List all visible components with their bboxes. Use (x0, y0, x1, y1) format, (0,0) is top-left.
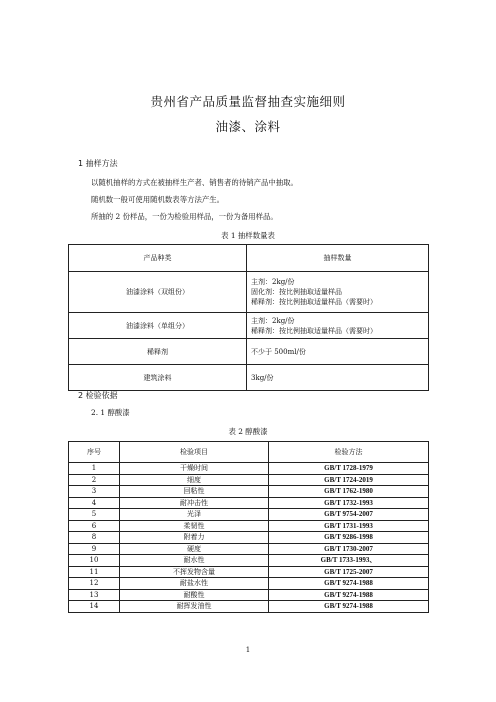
paragraph: 随机数一般可使用随机数表等方法产生。 (91, 195, 225, 204)
test-method-cell: GB/T 9274-1988 (269, 601, 429, 613)
row-number-cell: 9 (69, 543, 120, 555)
test-item-cell: 耐挥发油性 (120, 601, 269, 613)
table-row (69, 555, 429, 567)
quantity-cell (247, 272, 429, 313)
test-item-cell: 干燥时间 (120, 463, 269, 475)
table2-caption: 表 2 醇酸漆 (228, 427, 268, 436)
test-item-cell: 回粘性 (120, 486, 269, 498)
quantity-cell: 不少于 500ml/份 (247, 339, 429, 365)
table-row (69, 520, 429, 532)
column-header: 序号 (69, 442, 120, 463)
test-method-cell: GB/T 9754-2007 (269, 509, 429, 521)
table-row (69, 497, 429, 509)
test-item-cell: 耐盐水性 (120, 578, 269, 590)
table1-caption: 表 1 抽样数量表 (221, 231, 275, 240)
table-row (69, 543, 429, 555)
row-number-cell: 13 (69, 589, 120, 601)
row-number-cell: 1 (69, 463, 120, 475)
test-method-cell: GB/T 1725-2007 (269, 566, 429, 578)
row-number-cell: 10 (69, 555, 120, 567)
test-method-cell: GB/T 9274-1988 (269, 589, 429, 601)
test-item-cell: 不挥发物含量 (120, 566, 269, 578)
row-number-cell: 8 (69, 532, 120, 544)
quantity-line: 稀释剂：按比例抽取适量样品（需要时） (251, 326, 377, 335)
test-item-cell: 附着力 (120, 532, 269, 544)
table-row (69, 509, 429, 521)
column-header: 检验项目 (120, 442, 269, 463)
paragraph: 以随机抽样的方式在被抽样生产者、销售者的待销产品中抽取。 (91, 178, 298, 187)
test-method-cell: GB/T 1731-1993 (269, 520, 429, 532)
table-header-row (69, 245, 429, 272)
test-item-cell: 耐冲击性 (120, 497, 269, 509)
table-row (69, 365, 429, 391)
quantity-cell (247, 313, 429, 339)
quantity-line: 稀释剂：按比例抽取适量样品（需要时） (251, 298, 377, 306)
row-number-cell: 2 (69, 474, 120, 486)
table-row (69, 339, 429, 365)
table-row (69, 601, 429, 613)
table-header-row (69, 442, 429, 463)
test-item-cell: 硬度 (120, 543, 269, 555)
quantity-cell: 3kg/份 (247, 365, 429, 391)
test-method-cell: GB/T 1732-1993 (269, 497, 429, 509)
table-row (69, 566, 429, 578)
table-row (69, 463, 429, 475)
table-row (69, 486, 429, 498)
table-row (69, 313, 429, 339)
table-row (69, 589, 429, 601)
test-item-cell: 耐酸性 (120, 589, 269, 601)
quantity-line: 主剂：2kg/份 (251, 278, 295, 286)
quantity-line: 固化剂：按比例抽取适量样品 (251, 288, 342, 296)
table-row (69, 474, 429, 486)
alkyd-paint-test-table (68, 441, 429, 613)
row-number-cell: 12 (69, 578, 120, 590)
test-method-cell: GB/T 1733-1993、 (269, 555, 429, 567)
test-item-cell: 光泽 (120, 509, 269, 521)
test-method-cell: GB/T 9286-1998 (269, 532, 429, 544)
row-number-cell: 3 (69, 486, 120, 498)
test-method-cell: GB/T 1724-2019 (269, 474, 429, 486)
product-type-cell: 油漆涂料（单组分） (69, 313, 247, 339)
column-header: 产品种类 (69, 245, 247, 272)
sampling-quantity-table (68, 244, 429, 391)
paragraph: 所抽的 2 份样品，一份为检验用样品，一份为备用样品。 (91, 212, 278, 221)
test-method-cell: GB/T 1728-1979 (269, 463, 429, 475)
page-number: 1 (245, 646, 251, 654)
subsection-heading: 2. 1 醇酸漆 (91, 408, 130, 417)
table-body (69, 463, 429, 613)
row-number-cell: 5 (69, 509, 120, 521)
section-heading-sampling: 1 抽样方法 (78, 159, 118, 168)
row-number-cell: 11 (69, 566, 120, 578)
table-row (69, 578, 429, 590)
section-heading-basis: 2 检验依据 (78, 391, 118, 400)
test-item-cell: 细度 (120, 474, 269, 486)
row-number-cell: 4 (69, 497, 120, 509)
row-number-cell: 6 (69, 520, 120, 532)
table-row (69, 272, 429, 313)
test-item-cell: 耐水性 (120, 555, 269, 567)
test-method-cell: GB/T 9274-1988 (269, 578, 429, 590)
row-number-cell: 14 (69, 601, 120, 613)
document-title: 贵州省产品质量监督抽查实施细则 (150, 94, 346, 109)
column-header: 抽样数量 (247, 245, 429, 272)
document-subtitle: 油漆、涂料 (215, 119, 281, 134)
test-method-cell: GB/T 1730-2007 (269, 543, 429, 555)
test-item-cell: 柔韧性 (120, 520, 269, 532)
table-row (69, 532, 429, 544)
column-header: 检验方法 (269, 442, 429, 463)
test-method-cell: GB/T 1762-1980 (269, 486, 429, 498)
product-type-cell: 油漆涂料（双组份） (69, 272, 247, 313)
quantity-line: 主剂：2kg/份 (251, 316, 295, 325)
product-type-cell: 建筑涂料 (69, 365, 247, 391)
product-type-cell: 稀释剂 (69, 339, 247, 365)
